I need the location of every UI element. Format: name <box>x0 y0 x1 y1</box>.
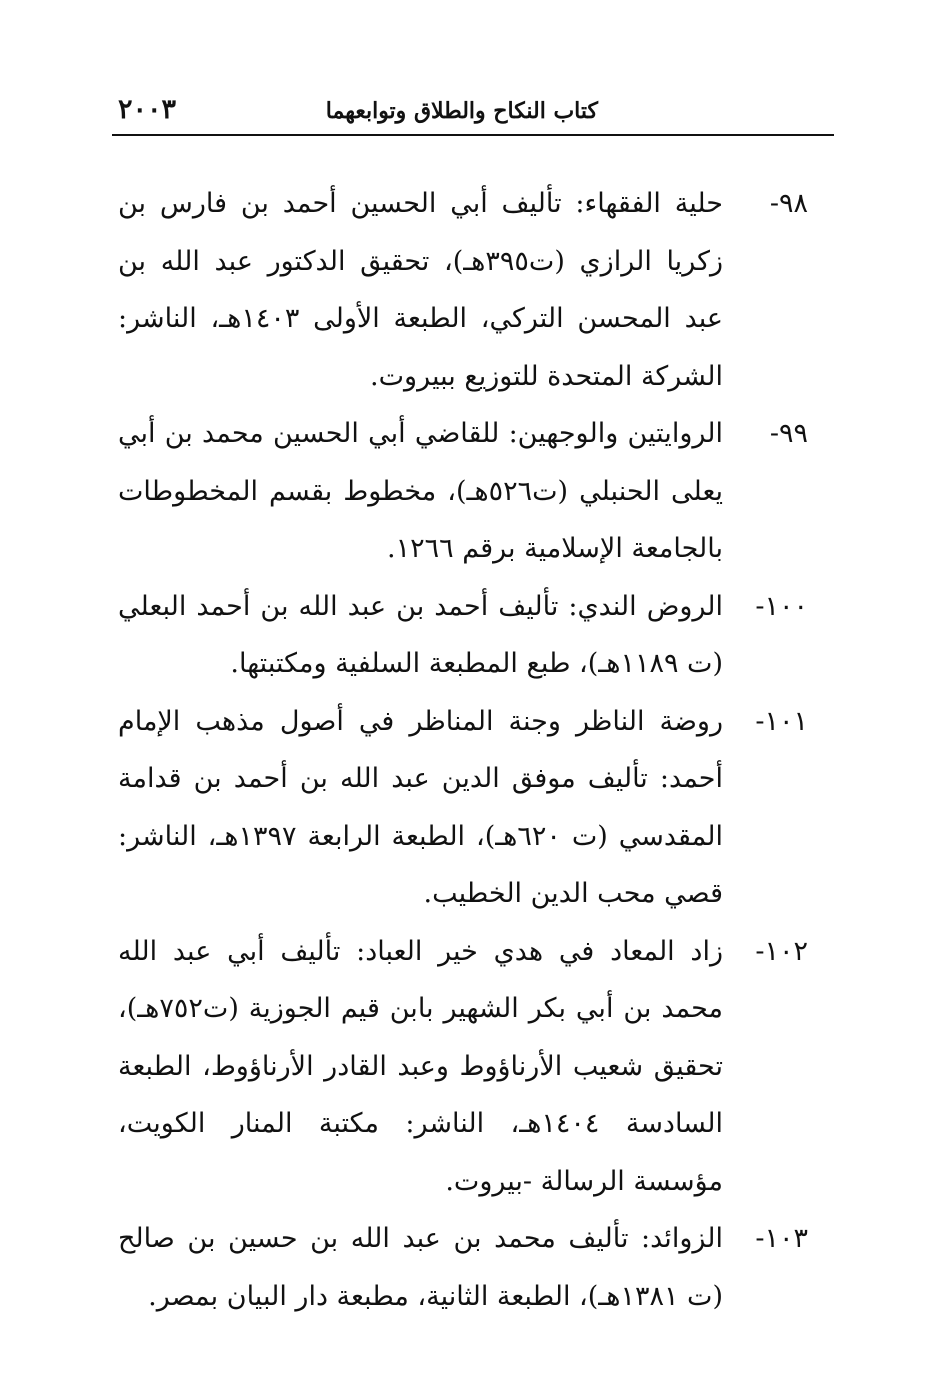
entry-text: الروايتين والوجهين: للقاضي أبي الحسين محمد بن أبي يعلى الحنبلي (ت٥٢٦هـ)، مخطوط بقسم المخطوطات بالجامعة الإسلامية برقم ١٢٦٦. <box>118 418 723 564</box>
entry-number: ٩٨- <box>769 188 808 219</box>
bibliography-entry-103 <box>118 1210 808 1325</box>
running-header <box>112 94 834 136</box>
page-number: ٢٠٠٣ <box>118 94 177 125</box>
bibliography-list <box>118 175 808 1325</box>
entry-number: ١٠١- <box>755 705 808 737</box>
bibliography-entry-102 <box>118 923 808 1211</box>
bibliography-entry-101 <box>118 693 808 923</box>
header-title: كتاب النكاح والطلاق وتوابعهما <box>325 98 598 124</box>
entry-text: زاد المعاد في هدي خير العباد: تأليف أبي عبد الله محمد بن أبي بكر الشهير بابن قيم الجوزية (ت٧٥٢هـ)، تحقيق شعيب الأرناؤوط وعبد القادر الأرناؤوط، الطبعة السادسة ١٤٠٤هـ، الناشر: مكتبة المنار الكويت، مؤسسة الرسالة -بيروت. <box>118 935 724 1197</box>
entry-number: ١٠٠- <box>755 590 808 622</box>
bibliography-entry-98 <box>118 175 808 405</box>
entry-number: ١٠٣- <box>755 1223 808 1254</box>
entry-text: الزوائد: تأليف محمد بن عبد الله بن حسين بن صالح (ت ١٣٨١هـ)، الطبعة الثانية، مطبعة دار البيان بمصر. <box>118 1223 723 1312</box>
entry-number: ١٠٢- <box>755 935 808 967</box>
entry-text: حلية الفقهاء: تأليف أبي الحسين أحمد بن فارس بن زكريا الرازي (ت٣٩٥هـ)، تحقيق الدكتور عبد الله بن عبد المحسن التركي، الطبعة الأولى ١٤٠٣هـ، الناشر: الشركة المتحدة للتوزيع ببيروت. <box>118 188 723 392</box>
bibliography-entry-99 <box>118 405 808 578</box>
bibliography-entry-100 <box>118 578 808 693</box>
entry-text: روضة الناظر وجنة المناظر في أصول مذهب الإمام أحمد: تأليف موفق الدين عبد الله بن أحمد بن قدامة المقدسي (ت ٦٢٠هـ)، الطبعة الرابعة ١٣٩٧هـ، الناشر: قصي محب الدين الخطيب. <box>118 705 723 909</box>
entry-text: الروض الندي: تأليف أحمد بن عبد الله بن أحمد البعلي (ت ١١٨٩هـ)، طبع المطبعة السلفية ومكتبتها. <box>118 590 724 679</box>
entry-number: ٩٩- <box>769 418 808 449</box>
